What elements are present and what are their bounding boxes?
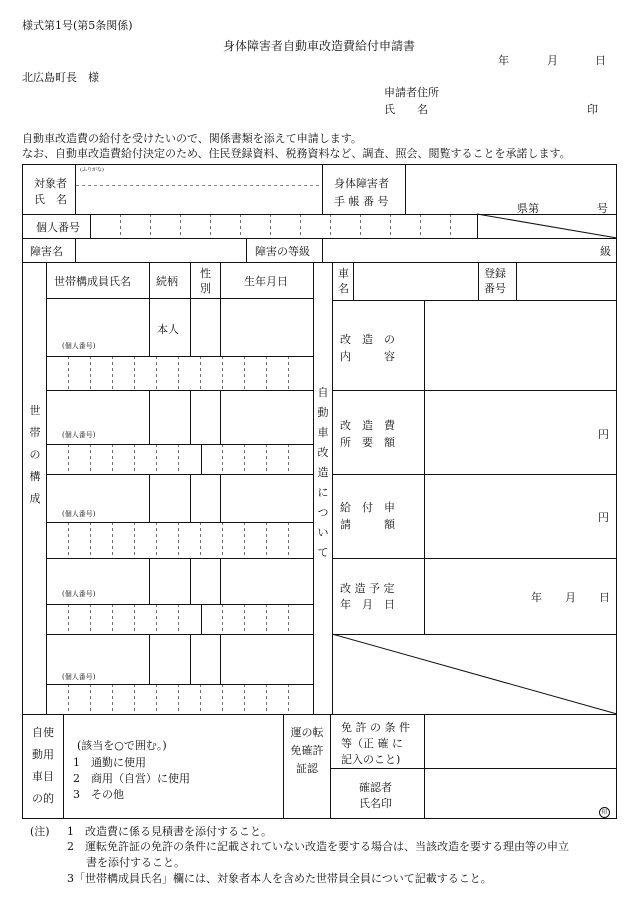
handbook-label-2: 手 帳 番 号 bbox=[334, 195, 389, 208]
personal-number-label: 個人番号 bbox=[36, 221, 80, 234]
cost-label-1: 改 造 費 bbox=[340, 419, 395, 432]
handbook-label-1: 身体障害者 bbox=[334, 177, 389, 190]
note-2-line-2: 書を添付すること。 bbox=[86, 856, 185, 869]
date-month-label: 月 bbox=[547, 54, 558, 67]
apply-label-1: 給 付 申 bbox=[340, 501, 395, 514]
self-relation: 本人 bbox=[157, 323, 179, 336]
purpose-instruction: (該当を○で囲む。) bbox=[77, 739, 167, 752]
license-cond-1: 免 許 の 条 件 bbox=[341, 721, 410, 734]
col-relation: 続柄 bbox=[156, 275, 178, 288]
registration-label-1: 登録 bbox=[484, 267, 506, 280]
plan-month: 月 bbox=[565, 591, 576, 604]
subject-label-1: 対象者 bbox=[34, 177, 67, 190]
purpose-option-3: 3 その他 bbox=[73, 788, 124, 801]
note-3: 3「世帯構成員氏名」欄には、対象者本人を含めた世帯員全員について記載すること。 bbox=[67, 872, 492, 885]
modification-side-label: 自動車改造について bbox=[317, 386, 329, 559]
personal-number-note-4: (個人番号) bbox=[62, 590, 96, 598]
car-name-label-1: 車 bbox=[338, 267, 349, 280]
form-title: 身体障害者自動車改造費給付申請書 bbox=[223, 39, 416, 53]
plan-label-1: 改 造 予 定 bbox=[340, 582, 395, 595]
license-cond-2: 等（正 確 に bbox=[341, 737, 403, 750]
purpose-option-2: 2 商用（自営）に使用 bbox=[73, 772, 190, 785]
prefecture-label: 県第 bbox=[517, 202, 539, 215]
license-cond-3: 記入のこと) bbox=[341, 753, 401, 766]
purpose-option-1: 1 通勤に使用 bbox=[73, 756, 146, 769]
note-2-line-1: 2 運転免許証の免許の条件に記載されていない改造を要する場合は、当該改造を要する理由等の申立 bbox=[67, 840, 569, 853]
confirmer-label-1: 確認者 bbox=[359, 781, 392, 794]
content-label-1: 改 造 の bbox=[340, 333, 395, 346]
col-sex-1: 性 bbox=[200, 267, 211, 280]
confirmer-label-2: 氏名印 bbox=[359, 797, 392, 810]
note-1: 1 改造費に係る見積書を添付すること。 bbox=[67, 825, 272, 838]
applicant-address-label: 申請者住所 bbox=[384, 86, 439, 99]
disability-grade-label: 障害の等級 bbox=[255, 245, 310, 258]
plan-label-2: 年 月 日 bbox=[340, 598, 395, 611]
grade-suffix: 級 bbox=[600, 245, 611, 258]
content-label-2: 内 容 bbox=[340, 350, 395, 363]
purpose-side-label: 自使動用車目の的 bbox=[32, 726, 54, 805]
addressee: 北広島町長 様 bbox=[22, 71, 99, 84]
household-side-label: 世帯の構成 bbox=[29, 404, 41, 505]
registration-label-2: 番号 bbox=[484, 282, 506, 295]
col-member-name: 世帯構成員氏名 bbox=[54, 275, 131, 288]
date-day-label: 日 bbox=[595, 54, 606, 67]
car-name-label-2: 名 bbox=[338, 282, 349, 295]
cost-label-2: 所 要 額 bbox=[340, 436, 395, 449]
seal-mark: 印 bbox=[587, 103, 598, 116]
cost-yen: 円 bbox=[598, 428, 609, 441]
form-number: 様式第1号(第5条関係) bbox=[22, 19, 133, 32]
confirmer-seal-icon: 印 bbox=[599, 805, 610, 818]
notes-prefix: (注) bbox=[30, 825, 50, 838]
furigana-label: (ふりがな) bbox=[80, 167, 104, 173]
col-sex-2: 別 bbox=[200, 282, 211, 295]
col-birth-date: 生年月日 bbox=[244, 275, 288, 288]
subject-label-2: 氏 名 bbox=[34, 193, 67, 206]
plan-year: 年 bbox=[531, 591, 542, 604]
intro-line-1: 自動車改造費の給付を受けたいので、関係書類を添えて申請します。 bbox=[22, 132, 362, 145]
applicant-name-label: 氏 名 bbox=[384, 103, 428, 116]
number-suffix: 号 bbox=[597, 202, 608, 215]
apply-label-2: 請 額 bbox=[340, 518, 395, 531]
apply-yen: 円 bbox=[598, 511, 609, 524]
intro-line-2: なお、自動車改造費給付決定のため、住民登録資料、税務資料など、調査、照会、閲覧することを承諾します。 bbox=[22, 147, 571, 160]
personal-number-note-5: (個人番号) bbox=[62, 673, 96, 681]
license-side-label: 運の転免確許証認 bbox=[290, 726, 324, 775]
personal-number-note-1: (個人番号) bbox=[62, 342, 96, 350]
personal-number-note-2: (個人番号) bbox=[62, 431, 96, 439]
plan-day: 日 bbox=[599, 591, 610, 604]
date-year-label: 年 bbox=[498, 54, 509, 67]
disability-name-label: 障害名 bbox=[30, 245, 63, 258]
personal-number-note-3: (個人番号) bbox=[62, 510, 96, 518]
